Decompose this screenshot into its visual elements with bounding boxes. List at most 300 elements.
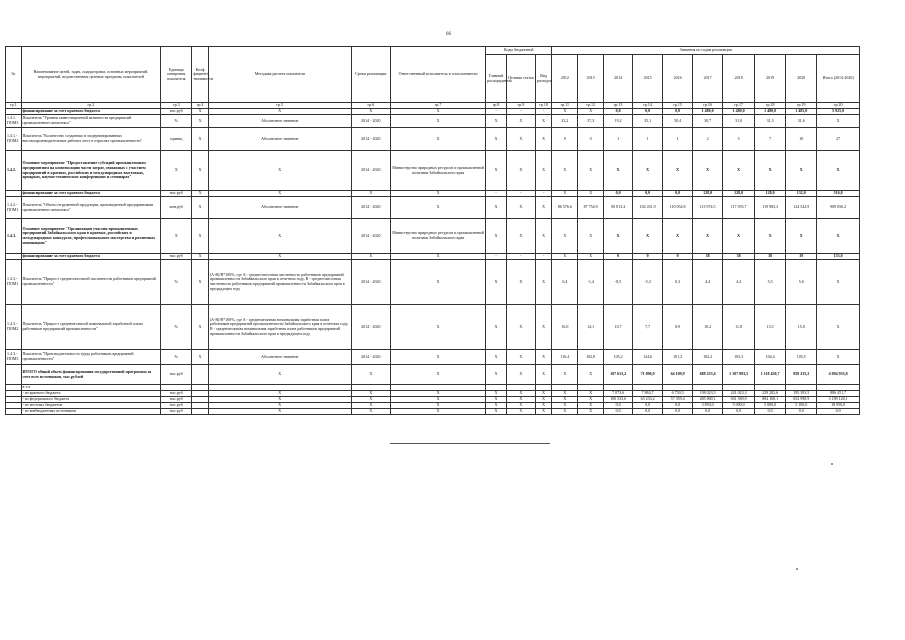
table-cell: 0,0 [693,409,723,415]
table-cell: - из внебюджетных источников [21,409,161,415]
table-cell: - [506,254,535,260]
table-cell: - [506,191,535,197]
table-cell: 1 480,0 [755,109,786,115]
table-cell: - [486,254,507,260]
table-cell: X [535,197,552,219]
table-cell: X [633,151,663,191]
table-cell: 5 [723,128,755,151]
table-cell: 27 [817,128,860,151]
table-cell: 16,0 [552,305,578,350]
table-cell: Абсолютное значение [208,350,351,365]
header-no: № [6,47,22,103]
table-cell: 0,0 [633,403,663,409]
table-cell: X [506,391,535,397]
table-cell: 0,0 [604,109,633,115]
table-cell: X [817,219,860,254]
table-cell: 39 [786,254,817,260]
table-row [6,219,860,254]
header-year: 2015 [633,55,663,103]
column-number: гр.8 [486,103,507,109]
table-cell: X [578,391,604,397]
table-cell: 241 023,3 [723,391,755,397]
table-cell: (A-B)/B*100%, где A - среднемесячная номинальная заработная плата работников предприятий промышленности Забайкальского края в отчетном году, B - среднемесячная номинальная заработная плата работников предприятий промышленности Забайкальского края в предыдущем году [208,305,351,350]
table-cell: 102 431,9 [633,197,663,219]
header-budget-admin: Главный распорядитель [486,55,507,103]
header-budget-codes: Коды бюджетной [486,47,552,55]
table-cell: X [506,403,535,409]
scan-speck [831,463,833,465]
table-cell: 2014 - 2020 [351,350,390,365]
table-cell: X [351,391,390,397]
table-cell: 13,5 [755,305,786,350]
table-cell: 2014 - 2020 [351,151,390,191]
table-cell: 7 863,7 [633,391,663,397]
table-cell: 104,4 [755,350,786,365]
table-cell: X [506,397,535,403]
table-cell: X [578,365,604,385]
header-values-by-year: Значения по годам реализации [552,47,860,55]
table-cell: X [506,350,535,365]
header-total: Итого (2014-2020) [817,55,860,103]
table-cell: 198 023,5 [693,391,723,397]
table-cell: 0,0 [817,409,860,415]
table-cell: 2 [693,128,723,151]
table-cell: 5,6 [786,260,817,305]
table-cell: X [535,219,552,254]
table-cell: 0 [604,254,633,260]
table-cell: X [535,260,552,305]
column-number: гр.18 [755,103,786,109]
table-cell: 101,2 [663,350,693,365]
table-cell: тыс.руб [161,391,192,397]
header-year: 2013 [578,55,604,103]
table-cell: X [390,365,485,385]
table-cell: X [208,397,351,403]
table-cell: 0,0 [663,403,693,409]
table-cell: X [208,191,351,197]
header-name: Наименование целей, задач, подпрограмм, основных мероприятий, мероприятий, ведомственных целевых программ, показателей [21,47,161,103]
table-cell: X [486,365,507,385]
table-cell: X [535,397,552,403]
header-year: 2018 [723,55,755,103]
column-number: гр.12 [578,103,604,109]
table-cell: 7 073,6 [604,391,633,397]
table-cell: 229 282,6 [755,391,786,397]
table-cell: X [390,305,485,350]
table-cell: 4,4 [723,260,755,305]
column-number: гр.17 [723,103,755,109]
table-cell: X [390,115,485,128]
table-cell: X [192,151,209,191]
table-cell: X [535,409,552,415]
page-number: 66 [446,32,451,37]
table-cell: 1.4.2. [6,151,22,191]
table-cell: 57 359,4 [663,397,693,403]
table-cell: - из федерального бюджета [21,397,161,403]
table-cell: X [351,191,390,197]
table-cell: 113 974,5 [693,197,723,219]
table-cell: Основное мероприятие "Предоставление субсидий промышленным предприятиям на компенсацию части затрат, связанных с участием предприятий в краевых, российских и международных выставках, ярмарках, научно-технических конференциях и семинарах" [21,151,161,191]
table-cell: 0,0 [663,191,693,197]
table-cell: X [486,403,507,409]
table-cell: 1.4.1.- ПОМ2 [6,128,22,151]
table-cell: 4 094 933,0 [817,365,860,385]
table-cell: X [817,115,860,128]
column-number: гр.19 [786,103,817,109]
table-cell: 909 056,2 [817,197,860,219]
table-cell: X [486,350,507,365]
table-cell: Министерство природных ресурсов и промышленной политики Забайкальского края [390,219,485,254]
table-cell: тыс.руб [161,254,192,260]
table-cell: X [390,391,485,397]
table-cell: 0 [552,128,578,151]
table-cell: 1 480,0 [723,109,755,115]
table-cell: X [506,365,535,385]
table-cell: 1 485,0 [786,109,817,115]
table-row [6,151,860,191]
table-cell: тыс.руб [161,191,192,197]
table-cell: Показатель "Прирост среднемесячной номинальной заработной платы работников предприятий промышленности" [21,305,161,350]
table-cell: 2014 - 2020 [351,128,390,151]
table-cell: 90 813,4 [604,197,633,219]
table-cell: -1,4 [578,260,604,305]
table-cell: X [663,219,693,254]
table-cell: Показатель "Уровень инвестиционной активности предприятий промышленного комплекса" [21,115,161,128]
table-cell: X [390,409,485,415]
table-cell: млн.руб [161,197,192,219]
column-number: гр.7 [390,103,485,109]
table-cell: 1 480,0 [693,109,723,115]
table-cell: 0,0 [755,409,786,415]
table-cell: 2014 - 2020 [351,219,390,254]
column-number: гр.10 [535,103,552,109]
table-cell: 1.4.1. ПОМ3 [6,115,22,128]
header-term: Сроки реализации [351,47,390,103]
table-cell: 0,0 [604,409,633,415]
table-cell: 103,3 [723,350,755,365]
table-cell: X [552,365,578,385]
table-cell: 5 925,0 [817,109,860,115]
table-cell: X [351,397,390,403]
table-cell: X [552,409,578,415]
column-number: гр.11 [552,103,578,109]
table-cell: 4,4 [693,260,723,305]
table-cell: ИТОГО общий объем финансирования государственной программы за счет всех источников, тыс.рублей [21,365,161,385]
table-cell: X [578,254,604,260]
table-cell: 1.4.3.- ПОМ1 [6,260,22,305]
table-cell: X [486,391,507,397]
table-cell: X [578,191,604,197]
table-cell: Показатель "Производительность труда работников предприятий промышленности" [21,350,161,365]
table-cell: X [786,219,817,254]
program-indicators-table [5,46,860,415]
table-cell: X [693,219,723,254]
table-cell: 688 253,6 [693,365,723,385]
table-cell: X [578,397,604,403]
table-cell: X [506,128,535,151]
table-cell: тыс.руб [161,409,192,415]
table-cell: X [723,151,755,191]
table-cell: 128,0 [693,191,723,197]
table-cell: X [755,151,786,191]
table-cell: 5 000,0 [755,403,786,409]
table-cell: 128,0 [723,191,755,197]
table-cell: финансирование за счет краевого бюджета [21,254,161,260]
table-cell: X [486,219,507,254]
table-cell: 0,0 [604,191,633,197]
table-cell: % [161,260,192,305]
table-cell: финансирование за счет краевого бюджета [21,191,161,197]
table-cell: 2014 - 2020 [351,305,390,350]
table-cell: X [208,151,351,191]
table-cell: X [578,409,604,415]
table-cell: 23,2 [552,115,578,128]
table-cell: X [633,219,663,254]
table-cell: - из местных бюджетов [21,403,161,409]
column-number: гр.6 [351,103,390,109]
table-cell: X [390,197,485,219]
column-number: гр.9 [506,103,535,109]
table-cell: X [390,403,485,409]
table-row [6,260,860,305]
table-cell: 1.4.3.- ПОМ3 [6,350,22,365]
table-cell: тыс.руб [161,109,192,115]
table-cell: 0,0 [633,409,663,415]
table-cell: 2014 - 2020 [351,260,390,305]
header-year: 2020 [786,55,817,103]
column-number: гр.20 [817,103,860,109]
table-cell: X [693,151,723,191]
table-cell: X [192,219,209,254]
table-cell: 63 233,2 [633,397,663,403]
table-cell: 31,3 [755,115,786,128]
table-cell: 37,3 [578,115,604,128]
table-cell: X [351,403,390,409]
table-cell: X [552,109,578,115]
scan-speck [796,568,798,570]
table-cell: Абсолютное значение [208,197,351,219]
table-cell: X [192,128,209,151]
table-cell: 8,9 [663,305,693,350]
table-cell: 2014 - 2020 [351,197,390,219]
table-cell: - [535,254,552,260]
table-cell: 0,3 [663,260,693,305]
table-cell: 102,8 [578,350,604,365]
table-cell: единиц [161,128,192,151]
table-cell: X [208,365,351,385]
table-cell: - [486,109,507,115]
table-cell: 884 168,1 [755,397,786,403]
table-cell: 0,0 [633,109,663,115]
table-cell: X [161,219,192,254]
column-number: гр.1 [6,103,22,109]
table-cell: 0,0 [604,403,633,409]
table-cell: X [486,409,507,415]
table-cell: 10,7 [604,305,633,350]
table-cell: - [486,191,507,197]
column-number: гр.3 [161,103,192,109]
table-cell: X [552,403,578,409]
table-cell: Абсолютное значение [208,115,351,128]
table-cell: 119 983,3 [755,197,786,219]
table-cell: тыс.руб [161,365,192,385]
table-cell: 18 950,0 [817,403,860,409]
table-cell: X [486,115,507,128]
table-cell: X [535,403,552,409]
table-cell: X [663,151,693,191]
header-method: Методика расчета показателя [208,47,351,103]
table-cell: X [351,254,390,260]
table-cell: 117 593,7 [723,197,755,219]
table-cell: тыс.руб [161,403,192,409]
table-cell: X [208,254,351,260]
table-cell: 1 [633,128,663,151]
table-cell: Показатель "Прирост среднесписочной численности работников предприятий промышленности" [21,260,161,305]
table-cell: X [192,109,209,115]
table-cell: - [535,109,552,115]
table-cell: X [486,151,507,191]
table-cell: 128,0 [755,191,786,197]
table-cell: X [192,115,209,128]
header-year: 2012 [552,55,578,103]
table-cell: X [552,254,578,260]
table-cell: X [817,305,860,350]
table-row [6,305,860,350]
table-cell: X [604,151,633,191]
table-cell: X [506,115,535,128]
table-cell: 7 [755,128,786,151]
table-cell: X [506,219,535,254]
table-cell: 30,7 [693,115,723,128]
table-cell: -5,3 [633,260,663,305]
table-cell: 10,2 [693,305,723,350]
table-cell: 652 998,9 [786,397,817,403]
table-cell: X [817,350,860,365]
table-row [6,365,860,385]
table-cell: X [390,191,485,197]
table-cell: X [786,151,817,191]
header-year: 2019 [755,55,786,103]
table-cell: 0,0 [723,409,755,415]
table-cell: X [506,409,535,415]
table-cell: 14,1 [578,305,604,350]
table-cell: X [192,197,209,219]
table-cell: X [535,128,552,151]
table-cell: X [192,260,209,305]
column-number: гр.14 [633,103,663,109]
table-cell: X [535,305,552,350]
header-responsible: Ответственный исполнитель и соисполнители [390,47,485,103]
table-cell: X [552,191,578,197]
table-cell: X [535,151,552,191]
table-cell: Абсолютное значение [208,128,351,151]
table-cell: 1.4.3. [6,219,22,254]
header-year: 2014 [604,55,633,103]
header-budget-article: Целевая статья [506,55,535,103]
table-cell: 1 118 450,7 [755,365,786,385]
table-cell: 38 [723,254,755,260]
table-cell: 19,2 [604,115,633,128]
table-cell: 11,8 [723,305,755,350]
table-cell: X [390,254,485,260]
column-number: гр.4 [192,103,209,109]
table-cell [192,409,209,415]
table-cell: -8,5 [604,260,633,305]
table-cell: 5 100,0 [786,403,817,409]
table-cell: X [755,219,786,254]
table-cell: X [486,260,507,305]
table-cell: Основное мероприятие "Организация участия промышленных предприятий Забайкальского края в краевых, российских и международных конкурсах, профессионального мастерства и различных номинациях" [21,219,161,254]
table-cell: 0,0 [786,409,817,415]
table-cell: 1 [604,128,633,151]
table-cell: 31,0 [723,115,755,128]
table-row [6,409,860,415]
table-cell: 1.4.3.- ПОМ2 [6,305,22,350]
table-cell: 105,2 [604,350,633,365]
table-cell: 1 187 093,5 [723,365,755,385]
table-cell: 10 [786,128,817,151]
header-row-top [6,47,860,55]
table-cell: 124 542,9 [786,197,817,219]
table-cell: X [578,109,604,115]
table-cell: 0,4 [552,260,578,305]
table-row [6,350,860,365]
table-cell: X [486,197,507,219]
table-cell: X [351,365,390,385]
table-cell: 0 [578,128,604,151]
column-number: гр.5 [208,103,351,109]
table-cell: 50,4 [663,115,693,128]
table-cell: - [506,109,535,115]
table-cell: X [578,151,604,191]
table-cell: 941 569,9 [723,397,755,403]
table-cell: % [161,115,192,128]
column-number: гр.2 [21,103,161,109]
table-cell: 35,1 [633,115,663,128]
table-cell: 2014 - 2020 [351,115,390,128]
table-cell: 153,0 [817,254,860,260]
table-row [6,128,860,151]
table-cell: 1 [663,128,693,151]
table-cell: X [486,305,507,350]
table-cell: X [817,151,860,191]
table-cell: 7,7 [633,305,663,350]
table-cell: 3 850,0 [693,403,723,409]
table-cell: % [161,305,192,350]
table-cell: X [161,151,192,191]
table-cell: 886 451,7 [817,391,860,397]
table-cell: X [578,219,604,254]
table-cell: X [390,260,485,305]
table-cell: X [552,391,578,397]
table-cell: 102,2 [693,350,723,365]
table-cell: 0,0 [633,191,663,197]
table-cell: 116,4 [552,350,578,365]
table-cell: X [535,350,552,365]
table-cell: X [192,350,209,365]
table-cell: 0 [633,254,663,260]
table-cell: (A-B)/B*100%, где A - среднесписочная численность работников предприятий промышленности Забайкальского края в отчетном году, B - среднесписочная численность работников предприятий промышленности Забайкальского края в предыдущем году [208,260,351,305]
table-cell: 31,6 [786,115,817,128]
table-cell: 86 576,6 [552,197,578,219]
table-cell: 15,0 [786,305,817,350]
table-cell: в т.ч. [21,385,161,391]
table-cell: 1.4.2.- ПОМ1 [6,197,22,219]
table-cell: X [208,109,351,115]
table-cell: X [578,403,604,409]
table-cell: 38 [693,254,723,260]
table-cell: X [506,305,535,350]
